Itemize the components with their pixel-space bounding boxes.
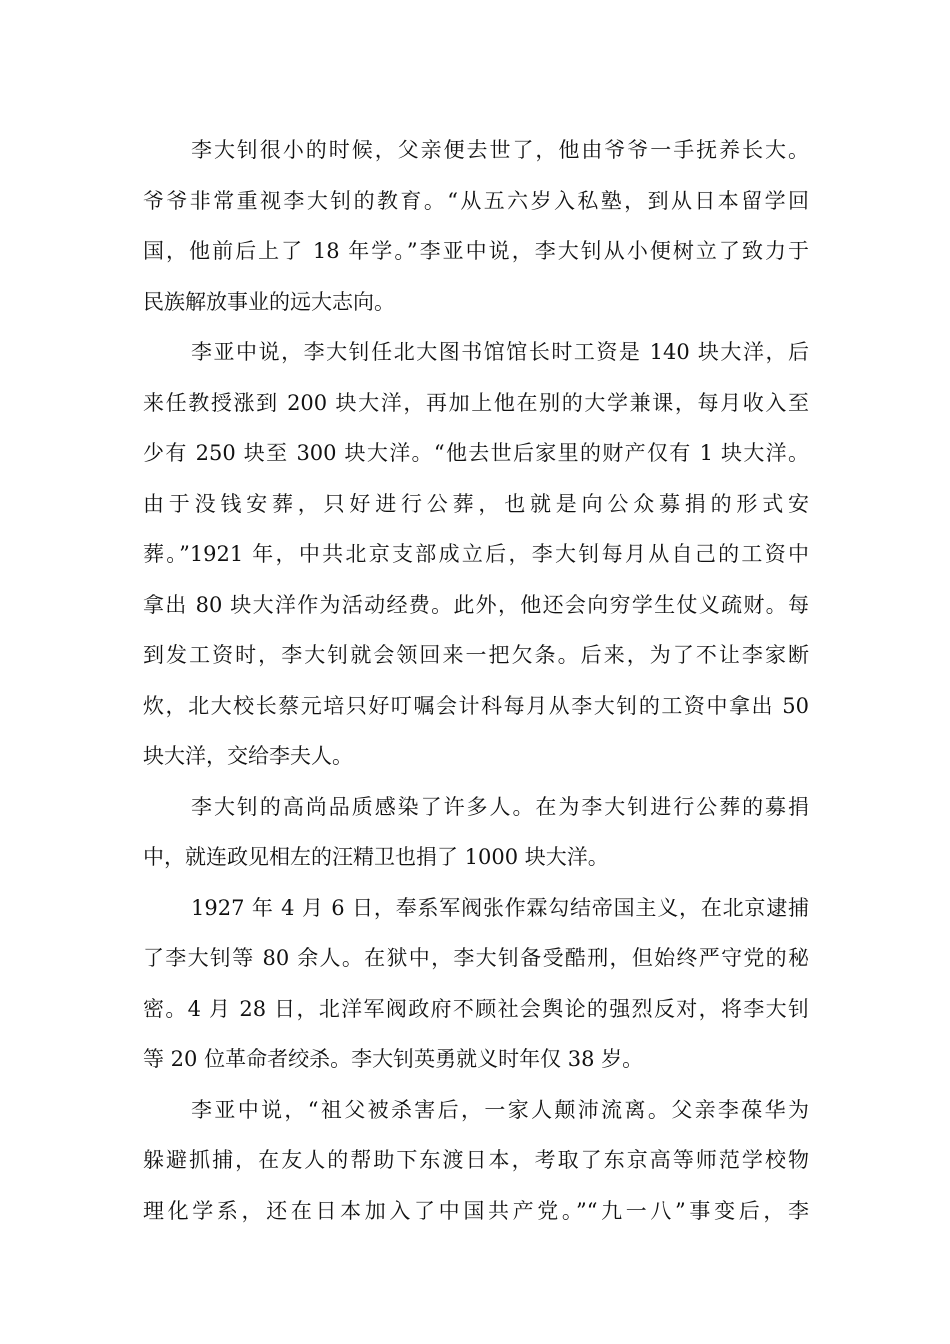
paragraph-line: 拿出 80 块大洋作为活动经费。此外，他还会向穷学生仗义疏财。每	[143, 592, 809, 617]
paragraph-line: 少有 250 块至 300 块大洋。“他去世后家里的财产仅有 1 块大洋。	[143, 441, 809, 465]
paragraph-line: 了李大钊等 80 余人。在狱中，李大钊备受酷刑，但始终严守党的秘	[143, 946, 809, 970]
paragraph-line: 葬。”1921 年，中共北京支部成立后，李大钊每月从自己的工资中	[143, 542, 809, 566]
paragraph-line: 由于没钱安葬，只好进行公葬，也就是向公众募捐的形式安	[143, 491, 809, 516]
paragraph-line: 民族解放事业的远大志向。	[143, 289, 395, 314]
paragraph-line: 到发工资时，李大钊就会领回来一把欠条。后来，为了不让李家断	[143, 643, 809, 667]
paragraph-line: 1927 年 4 月 6 日，奉系军阀张作霖勾结帝国主义，在北京逮捕	[191, 895, 809, 920]
paragraph-line: 等 20 位革命者绞杀。李大钊英勇就义时年仅 38 岁。	[143, 1047, 644, 1071]
paragraph-line: 炊，北大校长蔡元培只好叮嘱会计科每月从李大钊的工资中拿出 50	[143, 693, 809, 718]
paragraph-line: 李大钊的高尚品质感染了许多人。在为李大钊进行公葬的募捐	[191, 794, 809, 819]
paragraph-line: 李亚中说，“祖父被杀害后，一家人颠沛流离。父亲李葆华为	[191, 1097, 809, 1122]
paragraph-line: 躲避抓捕，在友人的帮助下东渡日本，考取了东京高等师范学校物	[143, 1148, 809, 1172]
paragraph-line: 李亚中说，李大钊任北大图书馆馆长时工资是 140 块大洋，后	[191, 340, 809, 364]
paragraph-line: 爷爷非常重视李大钊的教育。“从五六岁入私塾，到从日本留学回	[143, 188, 809, 213]
paragraph-line: 国，他前后上了 18 年学。”李亚中说，李大钊从小便树立了致力于	[143, 239, 809, 263]
paragraph-line: 中，就连政见相左的汪精卫也捐了 1000 块大洋。	[143, 845, 609, 869]
paragraph-line: 密。4 月 28 日，北洋军阀政府不顾社会舆论的强烈反对，将李大钊	[143, 996, 809, 1021]
paragraph-line: 李大钊很小的时候，父亲便去世了，他由爷爷一手抚养长大。	[191, 138, 809, 162]
paragraph-line: 来任教授涨到 200 块大洋，再加上他在别的大学兼课，每月收入至	[143, 390, 809, 415]
paragraph-line: 理化学系，还在日本加入了中国共产党。”“九一八”事变后，李	[143, 1198, 809, 1223]
paragraph-line: 块大洋，交给李夫人。	[143, 744, 353, 768]
article-body	[143, 125, 809, 1236]
